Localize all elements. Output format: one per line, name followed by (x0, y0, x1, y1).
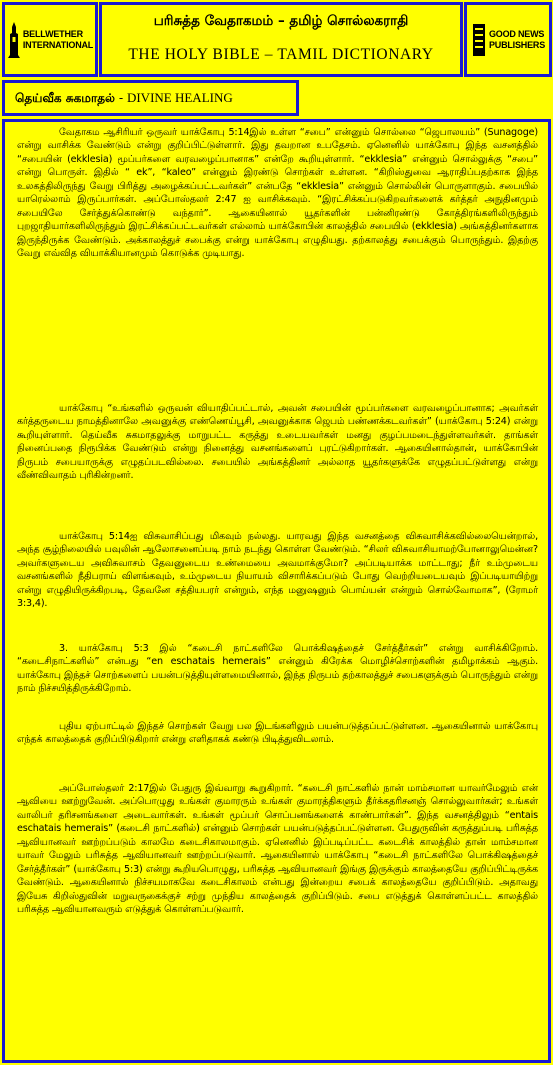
paragraph-4: 3. யாக்கோபு 5:3 இல் “கடைசி நாட்களிலே பொக்கிஷத்தைச் சேர்த்தீர்கள்” என்று வாசிக்கிறோம். “கடைசிநாட்களில்” என்பது “en eschatais hemerais” என்னும் கிரேக்க மொழிச்சொற்களின் தமிழாக்கம் ஆகும். யாக்கோபு இந்தச் சொற்களைப் பயன்படுத்தியுள்ளமையினால், இந்த நிருபம் தற்காலத்துச் சபைகளுக்கும் பொருந்தும் என்று நாம் நிச்சயித்திருக்கிறோம். (17, 643, 538, 695)
right-logo-line-1: GOOD NEWS (488, 28, 545, 39)
left-logo-line-1: BELLWETHER (22, 28, 83, 39)
good-news-logo[interactable] (471, 22, 545, 58)
title-box (99, 2, 463, 77)
bellwether-logo[interactable] (7, 21, 93, 59)
paragraph-2: யாக்கோபு “உங்களில் ஒருவன் வியாதிப்பட்டால், அவன் சபையின் மூப்பர்களை வரவழைப்பானாக; அவர்கள் கர்த்தருடைய நாமத்தினாலே அவனுக்கு எண்ணெய்பூசி, அவனுக்காக ஜெபம் பண்ணக்கடவர்கள்” (யாக்கோபு 5:24) என்று கூறியுள்ளார். தெய்வீக சுகமாதலுக்கு மாறுபட்ட கருத்து உடையவர்கள் மனது குழப்பமடைந்துள்ளவர்கள். தாங்கள் நினைப்பதை நிரூபிக்க வேண்டும் என்று நினைத்து வசனங்களைப் புரட்டுகிறார்கள். ஆகையினால்தான், யாக்கோபின் நிருபம் சபையாருக்கு எழுதப்படவில்லை. சபையில் அங்கத்தினர் அல்லாத யூதர்களுக்கே எழுதப்பட்டுள்ளது என்று வீண்விவாதம் புரிகின்றனர். (17, 403, 538, 482)
paragraph-5: புதிய ஏற்பாட்டில் இந்தச் சொற்கள் வேறு பல இடங்களிலும் பயன்படுத்தப்பட்டுள்ளன. ஆகையினால் யாக்கோபு எந்தக் காலத்தைக் குறிப்பிடுகிறார் என்று எளிதாகக் கண்டு பிடித்துவிடலாம். (17, 721, 538, 746)
section-title-english: DIVINE HEALING (126, 90, 233, 105)
right-logo-line-2: PUBLISHERS (488, 39, 545, 50)
paragraph-3: யாக்கோபு 5:14ஐ விசுவாசிப்பது மிகவும் நல்லது. யாரவது இந்த வசனத்தை விசுவாசிக்கவில்லையென்றால், அந்த சூழ்நிலையில் பவுலின் ஆலோசனைப்படி நாம் நடந்து கொள்ள வேண்டும். “சிலர் விசுவாசியாமற்போனாலுமென்ன? அவர்களுடைய அவிசுவாசம் தேவனுடைய உண்மையை அவமாக்குமோ? அப்படியாக்க மாட்டாது; நீர் உம்முடைய வசனங்களில் நீதிபராய் விளங்கவும், உம்முடைய நியாயம் விசாரிக்கப்படும் போது வெற்றியடையவும் இப்படியாயிற்று என்று எழுதியிருக்கிறபடி, தேவனே சத்தியபரர் என்றும், எந்த மனுஷனும் பொய்யன் என்றும் சொல்வோமாக”, (ரோமர் 3:3,4). (17, 531, 538, 610)
section-separator: - (115, 91, 127, 105)
good-news-logo-box (464, 2, 552, 77)
book-stack-icon (471, 22, 487, 58)
title-tamil: பரிசுத்த வேதாகமம் – தமிழ் சொல்லகராதி (153, 13, 409, 29)
title-english: THE HOLY BIBLE – TAMIL DICTIONARY (128, 46, 434, 63)
bell-tower-icon (7, 21, 21, 59)
left-logo-line-2: INTERNATIONAL (22, 39, 94, 50)
bellwether-logo-box (2, 2, 98, 77)
paragraph-1: வேதாகம ஆசிரியர் ஒருவர் யாக்கோபு 5:14இல் உள்ள “சபை” என்னும் சொல்லை “ஜெபாலயம்” (Sunagoge) என்று வாசிக்க வேண்டும் என்று குறிப்பிட்டுள்ளார். இது தவறான உபதேசம். ஏனெனில் யாக்கோபு இந்த வசனத்தில் “சபையின் (ekklesia) மூப்பர்களை வரவழைப்பானாக” என்றே கூறியுள்ளார். “ekklesia” என்னும் சொல்லுக்கு “சபை” என்று பொருள். இதில் “ ek”, “kaleo” என்னும் இரண்டு சொற்கள் உள்ளன. “கிறிஸ்துவை ஆராதிப்பதற்காக இந்த உலகத்திலிருந்து வேறு பிரித்து அழைக்கப்பட்டவர்கள்” என்பதே “ekklesia” என்னும் சொல்லின் பொருளாகும். சபையில் யாரெல்லாம் இருப்பார்கள். அப்போஸ்தலர் 2:47 ஐ வாசிக்கவும். “இரட்சிக்கப்படுகிறவர்களைக் கர்த்தர் அநுதினமும் சபையிலே சேர்த்துக்கொண்டு வந்தார்”. ஆகையினால் யூதர்களின் பன்னிரண்டு கோத்திரங்களிலிருந்தும் புறஜாதியார்களிலிருந்தும் இரட்சிக்கப்பட்டவர்கள் எல்லாம் யாக்கோபின் காலத்தில் சபையில் (ekklesia) அங்கத்தினர்களாக இருந்திருக்க வேண்டும். அக்காலத்துச் சபைக்கு என்று யாக்கோபு எழுதியது. தற்காலத்து சபைக்கும் பொருந்தும். இதற்கு வேறு எவ்வித வியாக்கியானமும் கொடுக்க முடியாது. (17, 127, 538, 260)
article-body (2, 119, 551, 1063)
paragraph-6: அப்போஸ்தலர் 2:17இல் பேதுரு இவ்வாறு கூறுகிறார். “கடைசி நாட்களில் நான் மாம்சமான யாவர்மேலும் என் ஆவியை ஊற்றுவேன். அப்பொழுது உங்கள் குமாரரும் உங்கள் குமாரத்திகளும் தீர்க்கதரிசனஞ் சொல்லுவார்கள்; உங்கள் வாலிபர் தரிசனங்களை அடைவார்கள். உங்கள் மூப்பர் சொப்பனங்களைக் காண்பார்கள்”. இந்த வசனத்திலும் “entais eschatais hemerais” (கடைசி நாட்களில்) என்னும் சொற்கள் பயன்படுத்தப்பட்டுள்ளன. பேதுருவின் கருத்துப்படி பரிசுத்த ஆவியானவர் ஊற்றப்படும் காலமே கடைசிகாலமாகும். ஏனெனில் இப்படிப்பட்ட கடைசிக் காலத்தில் தான் மாம்சமான யாவர் மேலும் பரிசுத்த ஆவியானவர் ஊற்றப்படுவார். ஆகையினால் யாக்கோபு “கடைசி நாட்களிலே பொக்கிஷத்தைச் சேர்த்தீர்கள்” (யாக்கோபு 5:3) என்று கூறியபொழுது, பரிசுத்த ஆவியானவர் இங்கு இருக்கும் காலத்தையே குறிப்பிட்டிருக்க வேண்டும். ஆகையினால் நிச்சயமாகவே கடைசிகாலம் என்பது இன்றைய சபைக் காலத்தையே குறிப்பிடும். அதாவது இயேசு கிறிஸ்துவின் மறுவருகைக்குச் சற்று முந்திய காலத்தைக் குறிப்பிடும். சபை எடுத்துக் கொள்ளப்பட்ட காலத்தில் பரிசுத்த ஆவியானவரும் எடுத்துக் கொள்ளப்படுவார். (17, 783, 538, 916)
section-heading (2, 80, 299, 116)
section-title-tamil: தெய்வீக சுகமாதல் (15, 91, 115, 105)
